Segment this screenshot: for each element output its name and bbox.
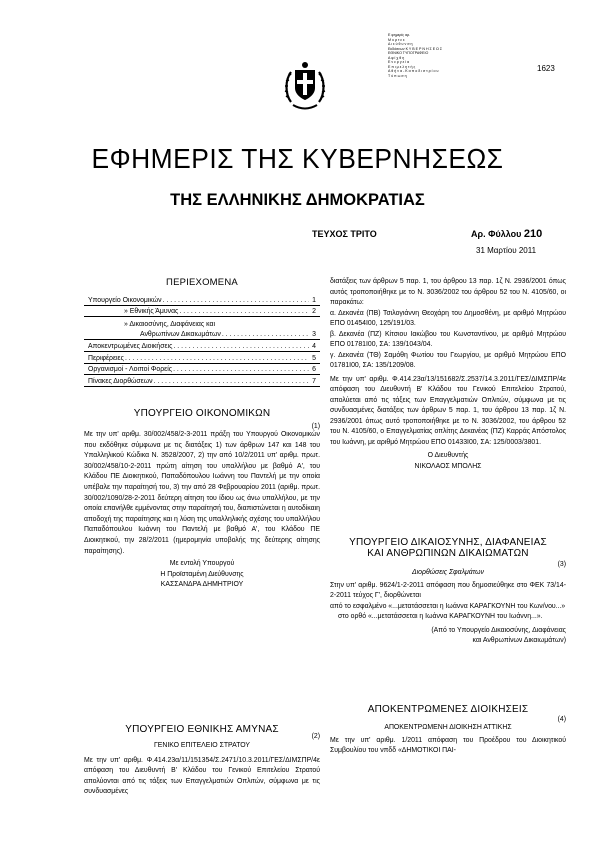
signature-order: Με εντολή Υπουργού [169, 560, 235, 568]
sheet-number-value: 210 [523, 228, 543, 240]
reception-stamp: Ε φημερίς αρ. Μ υ ρ τ ε ε Δ ι ε ύ θ υ ν σ η Εκδόσεων Κ Υ Β Ε Ρ Ν Η Σ Ε Ω Σ ΕΘΝΙΚΟ ΤΥΠΟΓΡΑΦΕΙΟ Α φ ί χ θ η Ε ν ε ρ γ ε ί α Ε π ι μ ε λ η τ ή ς Α θ ή ν α - Κ α π ο δ ι σ τ ρ ί ο υ Τ ύ π ω σ η [388, 33, 443, 78]
sheet-number-label: Αρ. Φύλλου [471, 229, 522, 239]
toc-item: » Εθνικής Άμυνας . . . 2 [84, 306, 320, 318]
issue-type: ΤΕΥΧΟΣ ΤΡΙΤΟ [312, 229, 377, 239]
section-text: Με την υπ' αριθμ. Φ.414.23α/11/151354/Σ.2471/10.3.2011/ΓΕΣ/ΔΙΜΣΠΡ/4ε απόφαση του Διευθυντή Β' Κλάδου του Γενικού Επιτελείου Στρατού απολύονται από τις τάξεις των Επαγγελματιών Οπλιτών, σύμφωνα με τις συνδυασμένες [84, 756, 320, 795]
section-ministry-justice [330, 537, 566, 647]
correction-right: στο ορθό «...μετατάσσεται η Ιωάννα ΚΑΡΑΓΚΟΥΝΗ του Ιωάννη...». [338, 613, 543, 620]
section-text: Με την υπ' αριθμ. 30/002/458/2-3-2011 πράξη του Υπουργού Οικονομικών που εκδόθηκε σύμφωνα με τις διατάξεις 1) των άρθρων 147 και 148 του Υπαλληλικού Κώδικα Ν. 3528/2007, 2) την από 10/2/2011 υπ' αριθμ. πρωτ. 30/002/458/10-2-2011 πρώτη αίτηση του υπαλλήλου με βαθμό Α', του Κλάδου ΠΕ Διοικητικού, Παπαδόπουλου Ιωάννη του Παντελή με την οποία υπέβαλε την παραίτησή του, 3) την από 28 Φεβρουαρίου 2011 (αριθμ. πρωτ. 30/002/1090/28-2-2011 δεύτερη αίτηση του ίδιου ως άνω υπαλλήλου, με την οποία επανήλθε εμμένοντας στην παραίτησή του, διαπιστώνεται η αυτοδίκαιη αποδοχή της παραίτησης και η λύση της υπαλληλικής σχέσης του υπαλλήλου Παπαδόπουλου Ιωάννη του Παντελή με βαθμό Α', του Κλάδου ΠΕ Διοικητικού, την 28/2/2011 (ημερομηνία υποβολής της δεύτερης αίτησης παραίτησης). [84, 431, 320, 555]
section-text: Στην υπ' αριθμ. 9624/1-2-2011 απόφαση που δημοσιεύθηκε στο ΦΕΚ 73/14-2-2011 τεύχος Γ', διορθώνεται [330, 581, 566, 599]
section-number: (4) [557, 716, 566, 723]
section-subheading: Διορθώσεις Σφαλμάτων [412, 569, 484, 576]
section-text: διατάξεις των άρθρων 5 παρ. 1, του άρθρου 13 παρ. 1ζ Ν. 2936/2001 όπως αυτός τροποποιήθηκε με το Ν. 3036/2002 του άρθρου 52 του Ν. 4105/60, οι παρακάτω: [330, 278, 566, 306]
source-note: και Ανθρωπίνων Δικαιωμάτων) [472, 637, 566, 644]
greek-coat-of-arms-emblem [283, 58, 327, 112]
issue-date: 31 Μαρτίου 2011 [476, 246, 537, 255]
discharge-item: γ. Δεκανέα (ΤΘ) Σαμόθη Φωτίου του Γεωργίου, με αριθμό Μητρώου ΕΠΟ 01781Ι00, ΣΑ: 135/1209/08. [330, 351, 566, 369]
section-text: Με την υπ' αριθμ. Φ.414.23α/13/151682/Σ.2537/14.3.2011/ΓΕΣ/ΔΙΜΣΠΡ/4ε απόφαση του Διευθυντή Β' Κλάδου του Γενικού Επιτελείου Στρατού, απολύεται από τις τάξεις των Επαγγελματιών Οπλιτών, σύμφωνα με τις συνδυασμένες διατάξεις των άρθρων 5 παρ. 1, του άρθρου 13 παρ. 1ζ Ν. 2936/2001 όπως αυτό τροποποιήθηκε με το Ν. 3036/2002, του άρθρου 52 του Ν. 4105/60, ο Επαγγελματίας οπλίτης Δεκανέας (ΠΖ) Καρράς Απόστολος του Ιωάννη, με αριθμό Μητρώου ΕΠΟ 01433Ι00, ΣΑ: 125/0003/3801. [330, 375, 566, 446]
section-ministry-finance [84, 408, 320, 591]
signature-name: ΝΙΚΟΛΑΟΣ ΜΠΟΛΗΣ [414, 462, 482, 470]
discharge-item: α. Δεκανέα (ΠΒ) Τσιλογιάννη Θεοχάρη του Δημοσθένη, με αριθμό Μητρώου ΕΠΟ 01454Ι00, 125/191/03. [330, 309, 566, 327]
table-of-contents [84, 294, 320, 387]
section-ministry-defence-continued [330, 277, 566, 472]
toc-item: Υπουργείο Οικονομικών . . . 1 [84, 294, 320, 306]
section-heading: ΥΠΟΥΡΓΕΙΟ ΕΘΝΙΚΗΣ ΑΜΥΝΑΣ [125, 724, 279, 735]
section-text: Με την υπ' αριθμ. 1/2011 απόφαση του Προέδρου του Διοικητικού Συμβουλίου του νπδδ «ΔΗΜΟΤΙΚΟΙ ΠΑΙ- [330, 736, 566, 754]
signature-role: Η Προϊσταμένη Διεύθυνσης [160, 570, 244, 578]
toc-heading-block [84, 277, 320, 288]
section-heading: ΑΠΟΚΕΝΤΡΩΜΕΝΕΣ ΔΙΟΙΚΗΣΕΙΣ [367, 704, 529, 715]
page-number: 1623 [537, 64, 555, 73]
section-number: (3) [557, 561, 566, 568]
toc-item: » Δικαιοσύνης, Διαφάνειας και [124, 320, 215, 328]
signature-role: Ο Διευθυντής [427, 452, 469, 459]
toc-item: Πίνακες Διορθώσεων . . . 7 [84, 375, 320, 387]
section-subheading: ΑΠΟΚΕΝΤΡΩΜΕΝΗ ΔΙΟΙΚΗΣΗ ΑΤΤΙΚΗΣ [384, 724, 512, 731]
gazette-subtitle: ΤΗΣ ΕΛΛΗΝΙΚΗΣ ΔΗΜΟΚΡΑΤΙΑΣ [170, 191, 425, 209]
section-ministry-defence [84, 724, 320, 798]
section-number: (1) [311, 423, 320, 430]
section-heading: ΚΑΙ ΑΝΘΡΩΠΙΝΩΝ ΔΙΚΑΙΩΜΑΤΩΝ [367, 548, 529, 559]
signature-name: ΚΑΣΣΑΝΔΡΑ ΔΗΜΗΤΡΙΟΥ [160, 581, 244, 589]
section-heading: ΥΠΟΥΡΓΕΙΟ ΔΙΚΑΙΟΣΥΝΗΣ, ΔΙΑΦΑΝΕΙΑΣ [349, 537, 547, 548]
section-decentralized-administrations [330, 704, 566, 757]
section-subheading: ΓΕΝΙΚΟ ΕΠΙΤΕΛΕΙΟ ΣΤΡΑΤΟΥ [153, 742, 251, 749]
correction-wrong: από το εσφαλμένο «...μετατάσσεται η Ιωάννα ΚΑΡΑΓΚΟΥΝΗ του Κων/νου...» [330, 602, 566, 610]
section-number: (2) [311, 733, 320, 740]
toc-heading: ΠΕΡΙΕΧΟΜΕΝΑ [166, 277, 238, 288]
source-note: (Από το Υπουργείο Δικαιοσύνης, Διαφάνειας [431, 626, 566, 634]
discharge-item: β. Δεκανέα (ΠΖ) Κίτσιου Ιακώβου του Κωνσταντίνου, με αριθμό Μητρώου ΕΠΟ 01781Ι00, ΣΑ: 139/1043/04. [330, 330, 566, 348]
toc-item: Αποκεντρωμένες Διοικήσεις . . . 4 [84, 340, 320, 352]
gazette-title: ΕΦΗΜΕΡΙΣ ΤΗΣ ΚΥΒΕΡΝΗΣΕΩΣ [91, 143, 504, 174]
toc-item: Περιφέρειες . . . 5 [84, 352, 320, 364]
section-heading: ΥΠΟΥΡΓΕΙΟ ΟΙΚΟΝΟΜΙΚΩΝ [133, 408, 271, 419]
toc-item: Ανθρωπίνων Δικαιωμάτων . . . 3 [84, 329, 320, 341]
toc-item: Οργανισμοί - Λοιποί Φορείς . . . 6 [84, 364, 320, 376]
sheet-number [471, 228, 542, 240]
